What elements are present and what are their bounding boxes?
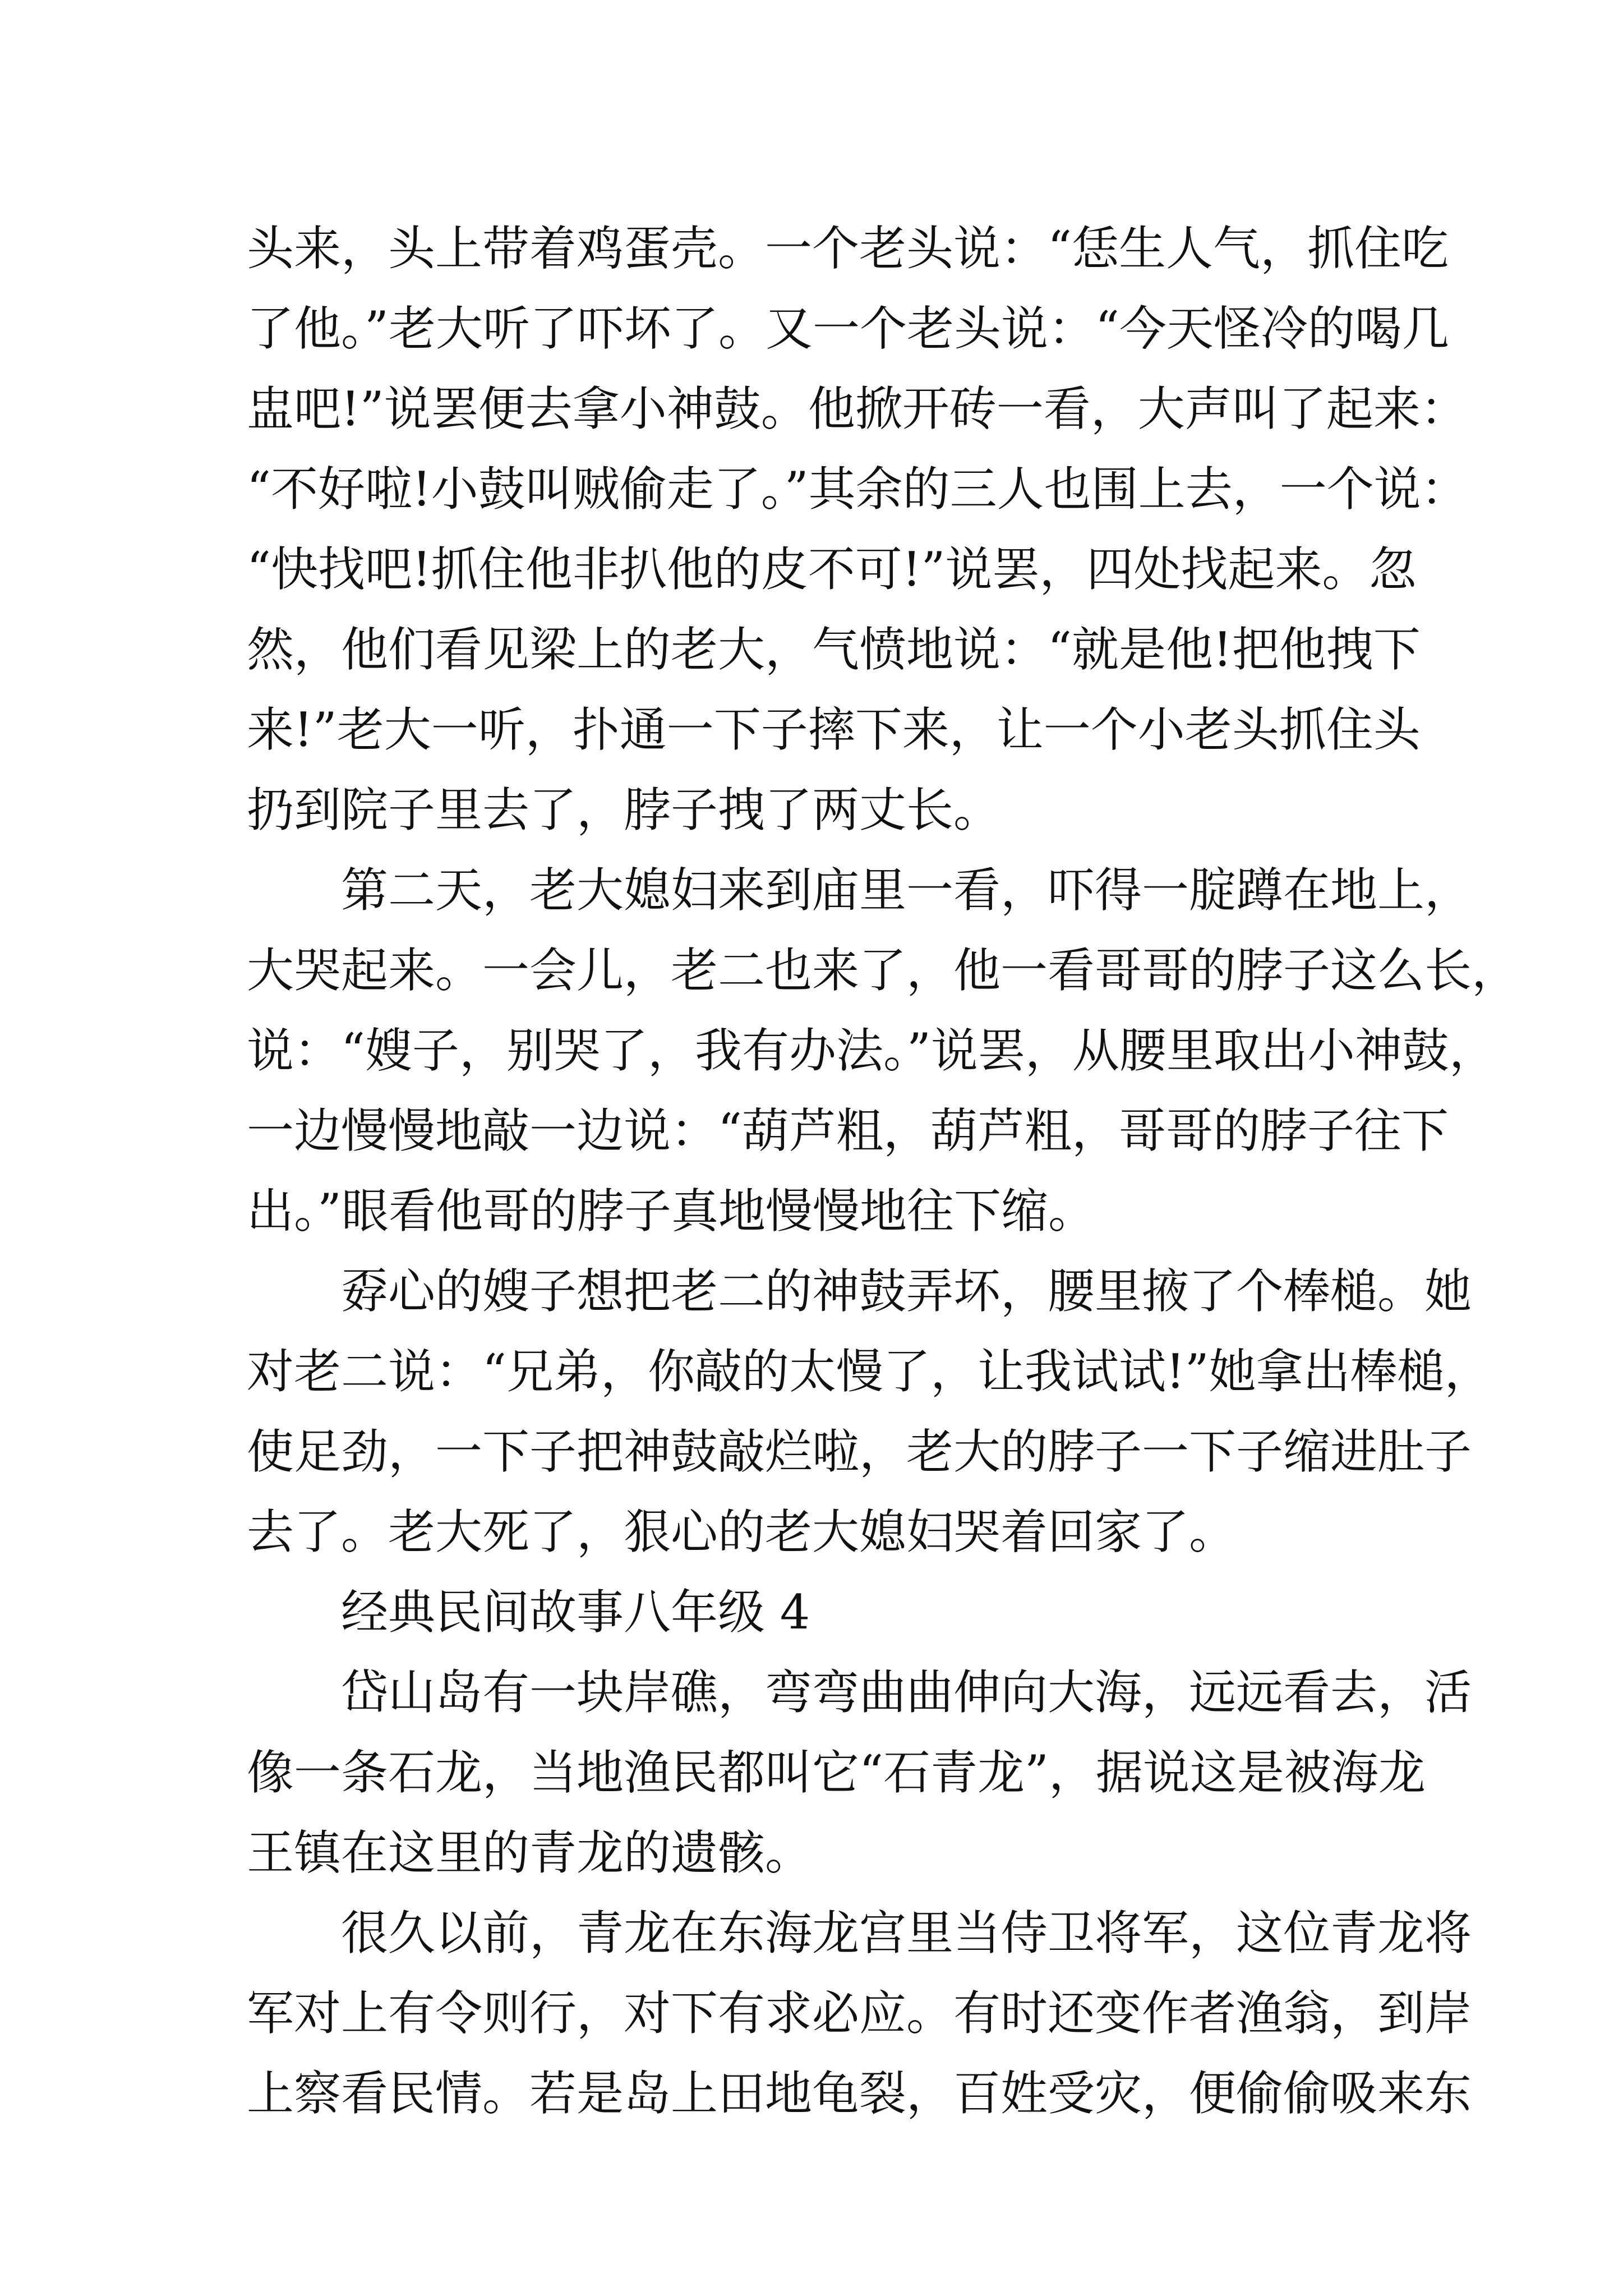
text-line: 头来，头上带着鸡蛋壳。一个老头说：“恁生人气，抓住吃 xyxy=(247,221,1449,276)
text-line: 出。”眼看他哥的脖子真地慢慢地往下缩。 xyxy=(247,1184,1095,1239)
text-line: 一边慢慢地敲一边说：“葫芦粗，葫芦粗，哥哥的脖子往下 xyxy=(247,1103,1449,1158)
text-line: 王镇在这里的青龙的遗骸。 xyxy=(247,1825,813,1880)
text-line: “不好啦!小鼓叫贼偷走了。”其余的三人也围上去，一个说： xyxy=(247,462,1468,517)
text-line: 大哭起来。一会儿，老二也来了，他一看哥哥的脖子这么长， xyxy=(247,943,1519,998)
text-line: “快找吧!抓住他非扒他的皮不可!”说罢，四处找起来。忽 xyxy=(247,542,1417,597)
text-line: 军对上有令则行，对下有求必应。有时还变作者渔翁，到岸 xyxy=(247,1986,1472,2041)
story-text xyxy=(247,209,1519,2134)
text-line: 扔到院子里去了，脖子拽了两丈长。 xyxy=(247,783,1001,838)
paragraph-start-line: 孬心的嫂子想把老二的神鼓弄坏，腰里掖了个棒槌。她 xyxy=(341,1264,1472,1319)
text-line: 盅吧!”说罢便去拿小神鼓。他掀开砖一看，大声叫了起来： xyxy=(247,381,1468,436)
text-line: 上察看民情。若是岛上田地龟裂，百姓受灾，便偷偷吸来东 xyxy=(247,2066,1472,2121)
text-line: 对老二说：“兄弟，你敲的太慢了，让我试试!”她拿出棒槌， xyxy=(247,1344,1492,1399)
paragraph-start-line: 岱山岛有一块岸礁，弯弯曲曲伸向大海，远远看去，活 xyxy=(341,1665,1472,1720)
paragraph-start-line: 很久以前，青龙在东海龙宫里当侍卫将军，这位青龙将 xyxy=(341,1906,1472,1961)
text-line: 像一条石龙，当地渔民都叫它“石青龙”，据说这是被海龙 xyxy=(247,1745,1426,1800)
text-line: 了他。”老大听了吓坏了。又一个老头说：“今天怪冷的喝几 xyxy=(247,301,1449,356)
text-line: 然，他们看见梁上的老大，气愤地说：“就是他!把他拽下 xyxy=(247,622,1421,677)
paragraph-start-line: 第二天，老大媳妇来到庙里一看，吓得一腚蹲在地上， xyxy=(341,863,1472,918)
text-line: 来!”老大一听，扑通一下子摔下来，让一个小老头抓住头 xyxy=(247,702,1421,757)
text-line: 使足劲，一下子把神鼓敲烂啦，老大的脖子一下子缩进肚子 xyxy=(247,1424,1472,1479)
text-line: 去了。老大死了，狠心的老大媳妇哭着回家了。 xyxy=(247,1504,1237,1559)
text-line: 说：“嫂子，别哭了，我有办法。”说罢，从腰里取出小神鼓， xyxy=(247,1023,1496,1078)
section-heading: 经典民间故事八年级 4 xyxy=(341,1585,810,1640)
